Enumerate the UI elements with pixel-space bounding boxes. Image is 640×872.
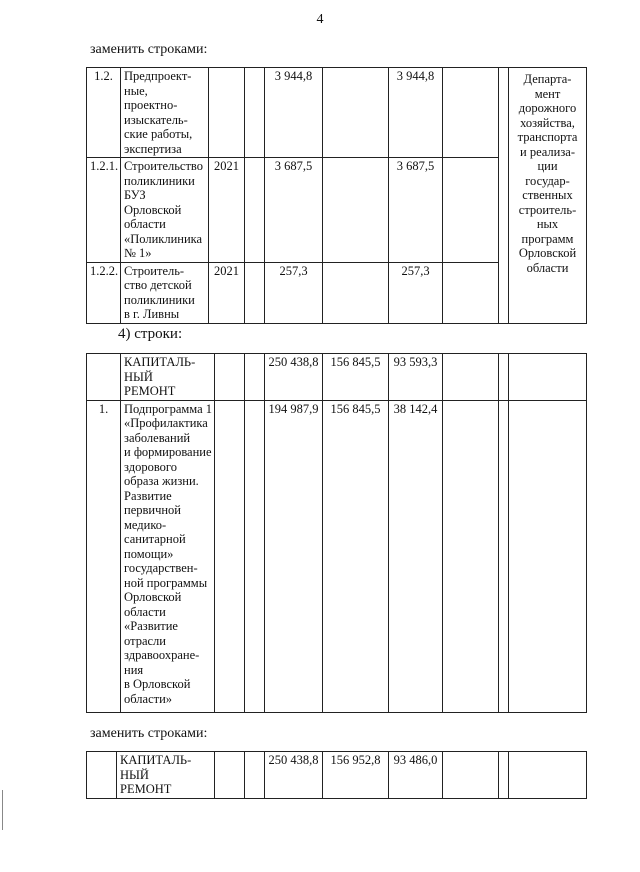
row-federal: 156 845,5 — [323, 354, 389, 401]
table-row — [87, 354, 587, 401]
row-federal: 156 845,5 — [323, 400, 389, 712]
empty-cell — [509, 400, 587, 712]
row-number: 1.2.1. — [87, 158, 121, 263]
empty-cell — [245, 752, 265, 799]
row-name: КАПИТАЛЬ- НЫЙ РЕМОНТ — [117, 752, 215, 799]
table-row — [87, 400, 587, 712]
row-name: КАПИТАЛЬ- НЫЙ РЕМОНТ — [121, 354, 215, 401]
empty-cell — [215, 752, 245, 799]
row-number — [87, 752, 117, 799]
row-federal — [323, 262, 389, 323]
row-regional: 93 486,0 — [389, 752, 443, 799]
row-number: 1.2. — [87, 68, 121, 158]
row-federal — [323, 68, 389, 158]
row-year: 2021 — [209, 262, 245, 323]
table-row — [87, 752, 587, 799]
empty-cell — [499, 752, 509, 799]
row-amount: 194 987,9 — [265, 400, 323, 712]
row-federal: 156 952,8 — [323, 752, 389, 799]
empty-cell — [215, 354, 245, 401]
replacement-table-1 — [86, 67, 587, 324]
row-regional: 257,3 — [389, 262, 443, 323]
executor-cell: Департа- мент дорожного хозяйства, транспорта и реализа- ции государ- ственных строитель- ных программ Орловской области — [509, 68, 587, 324]
page-number: 4 — [316, 12, 324, 27]
table-row — [87, 68, 587, 158]
row-year: 2021 — [209, 158, 245, 263]
original-rows-table — [86, 353, 587, 713]
row-name: Строитель- ство детской поликлиники в г. Ливны — [121, 262, 209, 323]
row-federal — [323, 158, 389, 263]
empty-cell — [499, 354, 509, 401]
empty-cell — [245, 158, 265, 263]
empty-cell — [245, 262, 265, 323]
row-regional: 3 687,5 — [389, 158, 443, 263]
row-year — [209, 68, 245, 158]
row-amount: 257,3 — [265, 262, 323, 323]
scan-edge-mark — [2, 790, 3, 830]
empty-cell — [443, 158, 499, 263]
row-number: 1. — [87, 400, 121, 712]
row-amount: 3 944,8 — [265, 68, 323, 158]
empty-cell — [509, 752, 587, 799]
row-amount: 3 687,5 — [265, 158, 323, 263]
replacement-table-2 — [86, 751, 587, 799]
empty-cell — [245, 68, 265, 158]
empty-cell — [215, 400, 245, 712]
empty-cell — [245, 400, 265, 712]
row-regional: 38 142,4 — [389, 400, 443, 712]
empty-cell — [443, 354, 499, 401]
empty-cell — [443, 68, 499, 158]
row-regional: 3 944,8 — [389, 68, 443, 158]
empty-cell — [443, 752, 499, 799]
empty-cell — [499, 68, 509, 324]
empty-cell — [245, 354, 265, 401]
replace-heading-1: заменить строками: — [90, 42, 208, 57]
row-number: 1.2.2. — [87, 262, 121, 323]
row-number — [87, 354, 121, 401]
rows-heading: 4) строки: — [118, 326, 183, 342]
row-amount: 250 438,8 — [265, 752, 323, 799]
row-name: Строительство поликлиники БУЗ Орловской области «Поликлиника № 1» — [121, 158, 209, 263]
row-name: Подпрограмма 1 «Профилактика заболеваний и формирование здорового образа жизни. Развитие первичной медико- санитарной помощи» государствен- ной программы Орловской области «Развитие отрасли здравоохране- ния в Орловской области» — [121, 400, 215, 712]
row-amount: 250 438,8 — [265, 354, 323, 401]
empty-cell — [443, 400, 499, 712]
empty-cell — [443, 262, 499, 323]
row-regional: 93 593,3 — [389, 354, 443, 401]
replace-heading-2: заменить строками: — [90, 726, 208, 741]
empty-cell — [499, 400, 509, 712]
empty-cell — [509, 354, 587, 401]
row-name: Предпроект- ные, проектно- изыскатель- ские работы, экспертиза — [121, 68, 209, 158]
